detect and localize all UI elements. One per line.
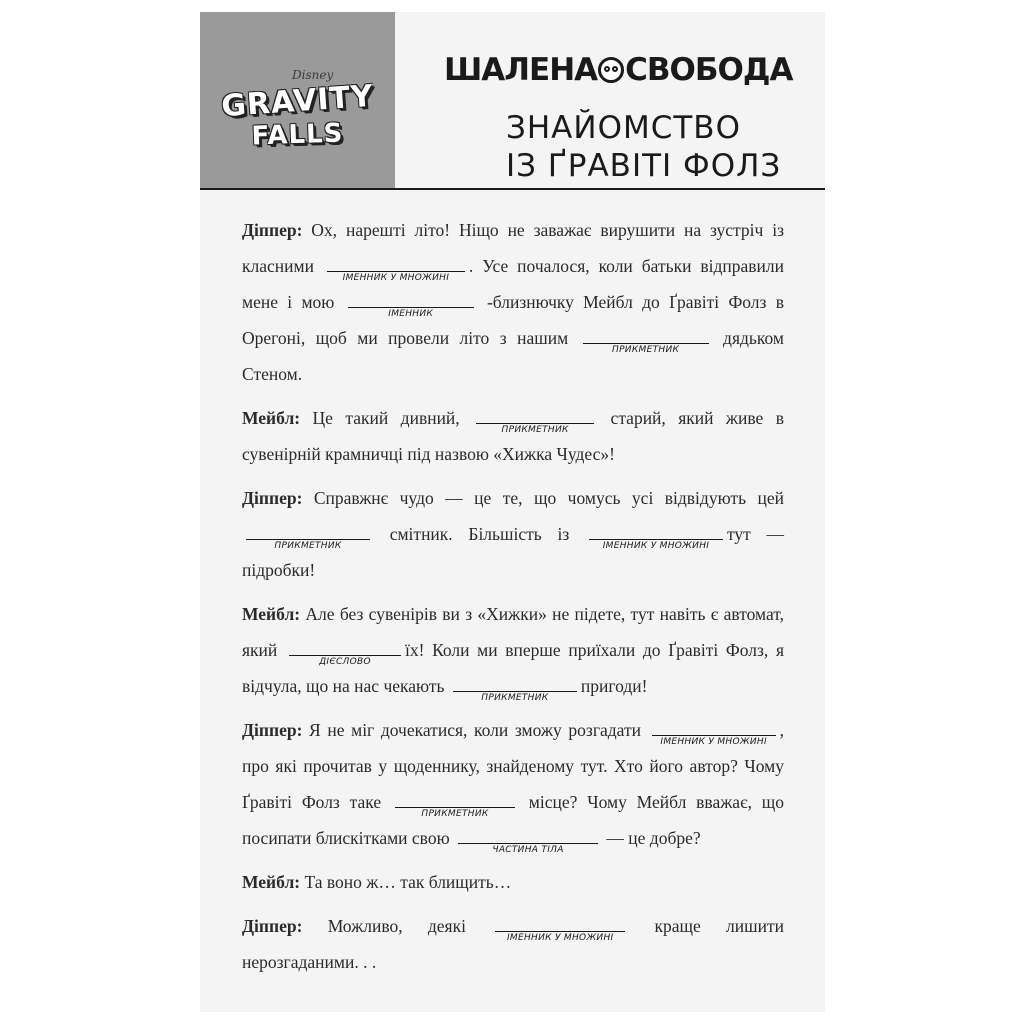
page-title bbox=[444, 52, 824, 88]
text-fragment: дядьком Стеном. bbox=[242, 328, 784, 384]
text-fragment: . Усе почалося, коли батьки відправили мене і мою bbox=[242, 256, 785, 312]
fill-in-blank[interactable] bbox=[476, 405, 594, 435]
fill-in-blank[interactable] bbox=[289, 637, 401, 667]
text-fragment: Але без сувенірів ви з «Хижки» не підете, тут навіть є автомат, який bbox=[242, 604, 785, 660]
text-fragment: Ох, нарешті літо! Ніщо не заважає вирушити на зустріч із класними bbox=[242, 220, 784, 276]
page-subtitle-line2: ІЗ ҐРАВІТІ ФОЛЗ bbox=[506, 148, 782, 184]
blank-label: ІМЕННИК У МНОЖИНІ bbox=[506, 933, 614, 943]
gravity-falls-logo bbox=[200, 12, 395, 188]
text-fragment: — це добре? bbox=[606, 828, 701, 848]
story-text bbox=[242, 212, 784, 988]
paragraph-2 bbox=[242, 400, 784, 472]
paragraph-5 bbox=[242, 712, 784, 856]
fill-in-blank[interactable] bbox=[395, 789, 515, 819]
speaker-name: Діппер: bbox=[242, 916, 303, 936]
blank-label: ПРИКМЕТНИК bbox=[612, 345, 680, 355]
header-divider bbox=[200, 188, 825, 190]
blank-label: ЧАСТИНА ТІЛА bbox=[492, 845, 564, 855]
text-fragment: краще лишити нерозгаданими. . . bbox=[242, 916, 785, 972]
blank-label: ПРИКМЕТНИК bbox=[481, 693, 549, 703]
text-fragment: смітник. Більшість із bbox=[389, 524, 570, 544]
blank-label: ПРИКМЕТНИК bbox=[274, 541, 342, 551]
blank-label: ІМЕННИК У МНОЖИНІ bbox=[342, 273, 450, 283]
fill-in-blank[interactable] bbox=[327, 253, 465, 283]
paragraph-1 bbox=[242, 212, 784, 392]
logo-disney-mark: Disney bbox=[292, 68, 334, 82]
text-fragment: пригоди! bbox=[580, 676, 648, 696]
fill-in-blank[interactable] bbox=[453, 673, 577, 703]
speaker-name: Діппер: bbox=[242, 720, 303, 740]
title-part1: ШАЛЕНА bbox=[444, 52, 598, 88]
fill-in-blank[interactable] bbox=[652, 717, 776, 747]
blank-label: ПРИКМЕТНИК bbox=[421, 809, 489, 819]
fill-in-blank[interactable] bbox=[348, 289, 474, 319]
fill-in-blank[interactable] bbox=[583, 325, 709, 355]
fill-in-blank[interactable] bbox=[589, 521, 723, 551]
blank-label: ПРИКМЕТНИК bbox=[501, 425, 569, 435]
speaker-name: Мейбл: bbox=[242, 604, 301, 624]
logo-falls-word: FALLS bbox=[251, 118, 344, 152]
text-fragment: Та воно ж… так блищить… bbox=[304, 872, 512, 892]
blank-label: ДІЄСЛОВО bbox=[319, 657, 371, 667]
text-fragment: місце? Чому Мейбл вважає, що посипати блискітками свою bbox=[242, 792, 785, 848]
paragraph-6 bbox=[242, 864, 784, 900]
logo-gravity-word: GRAVITY bbox=[220, 78, 375, 125]
speaker-name: Мейбл: bbox=[242, 408, 301, 428]
text-fragment: старий, який живе в сувенірній крамничці під назвою «Хижка Чудес»! bbox=[242, 408, 785, 464]
title-part2: СВОБОДА bbox=[625, 52, 793, 88]
text-fragment: -близнючку Мейбл до Ґравіті Фолз в Орегоні, щоб ми провели літо з нашим bbox=[242, 292, 785, 348]
text-fragment: , про які прочитав у щоденнику, знайденому тут. Хто його автор? Чому Ґравіті Фолз таке bbox=[242, 720, 785, 812]
paragraph-7 bbox=[242, 908, 784, 980]
paragraph-4 bbox=[242, 596, 784, 704]
fill-in-blank[interactable] bbox=[495, 913, 625, 943]
text-fragment: їх! Коли ми вперше приїхали до Ґравіті Фолз, я відчула, що на нас чекають bbox=[242, 640, 784, 696]
speaker-name: Діппер: bbox=[242, 220, 303, 240]
fill-in-blank[interactable] bbox=[458, 825, 598, 855]
blank-label: ІМЕННИК У МНОЖИНІ bbox=[660, 737, 767, 747]
text-fragment: Це такий дивний, bbox=[312, 408, 460, 428]
blank-label: ІМЕННИК bbox=[388, 309, 434, 319]
text-fragment: тут — підробки! bbox=[242, 524, 784, 580]
text-fragment: Справжнє чудо — це те, що чомусь усі відвідують цей bbox=[313, 488, 785, 508]
fill-in-blank[interactable] bbox=[246, 521, 370, 551]
blank-label: ІМЕННИК У МНОЖИНІ bbox=[602, 541, 710, 551]
speaker-name: Мейбл: bbox=[242, 872, 301, 892]
speaker-name: Діппер: bbox=[242, 488, 303, 508]
page-subtitle-line1: ЗНАЙОМСТВО bbox=[506, 110, 741, 146]
book-page bbox=[200, 12, 825, 1012]
text-fragment: Можливо, деякі bbox=[327, 916, 466, 936]
text-fragment: Я не міг дочекатися, коли зможу розгадати bbox=[309, 720, 641, 740]
paragraph-3 bbox=[242, 480, 784, 588]
smiley-face-icon bbox=[598, 57, 624, 83]
